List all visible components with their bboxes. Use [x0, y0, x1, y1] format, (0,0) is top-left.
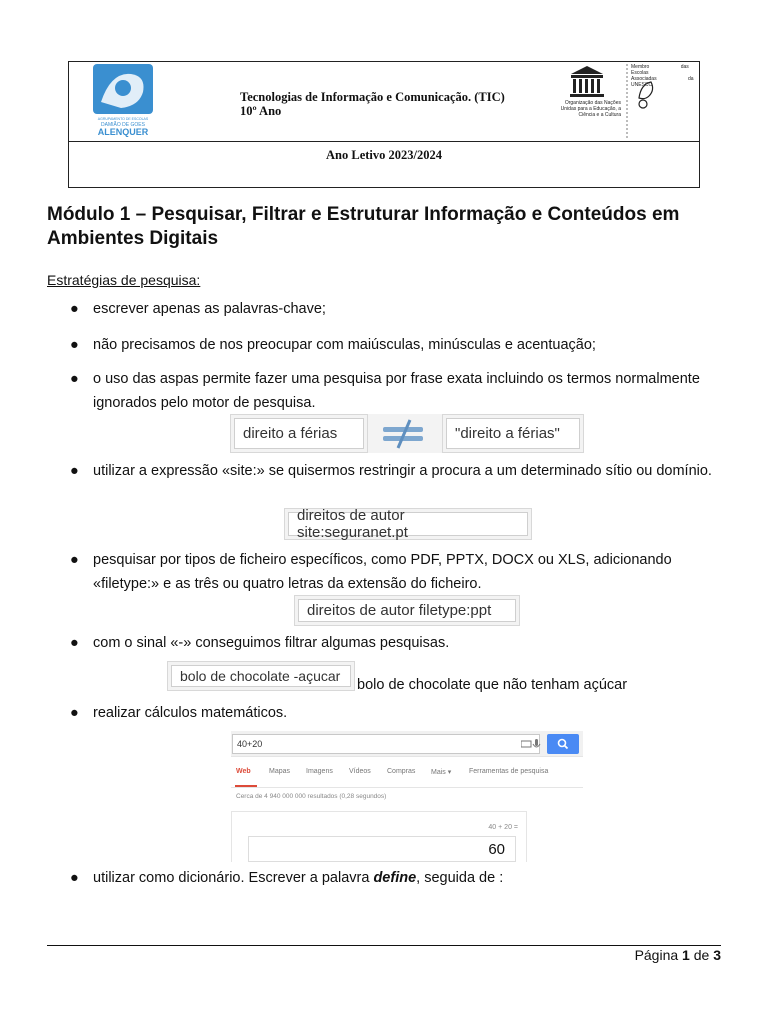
google-calculator-screenshot — [231, 729, 583, 862]
google-search-button — [547, 734, 579, 754]
example-search-box — [167, 661, 355, 691]
bullet-icon: ● — [70, 371, 79, 387]
calculator-expression: 40 + 20 = — [488, 824, 518, 831]
list-item-text: utilizar a expressão «site:» se quisermos restringir a procura a um determinado sítio ou domínio. — [93, 463, 712, 479]
course-line-2: 10º Ano — [240, 104, 282, 118]
list-item-text: não precisamos de nos preocupar com maiúsculas, minúsculas e acentuação; — [93, 337, 596, 353]
tab-search-tools: Ferramentas de pesquisa — [469, 768, 549, 775]
total-pages: 3 — [713, 947, 721, 963]
logo-line-1: AGRUPAMENTO DE ESCOLAS — [97, 117, 149, 121]
define-keyword: define — [373, 870, 417, 886]
bullet-icon: ● — [70, 337, 79, 353]
list-item-text-start: utilizar como dicionário. Escrever a palavra — [93, 870, 374, 886]
logo-line-3: ALENQUER — [97, 127, 149, 137]
course-line-1: Tecnologias de Informação e Comunicação. (TIC) — [240, 90, 505, 104]
bullet-icon: ● — [70, 705, 79, 721]
calculator-card — [231, 811, 527, 862]
keyboard-microphone-icon — [521, 739, 541, 751]
google-search-input: 40+20 — [232, 734, 540, 754]
unesco-logo — [557, 64, 697, 140]
search-icon — [547, 734, 579, 754]
example-query: bolo de chocolate -açucar — [171, 665, 351, 687]
page-title: Módulo 1 – Pesquisar, Filtrar e Estruturar Informação e Conteúdos em Ambientes Digitais — [47, 204, 680, 249]
page-number — [635, 947, 721, 963]
calculator-result: 60 — [248, 836, 516, 862]
list-item-text: pesquisar por tipos de ficheiro específicos, como PDF, PPTX, DOCX ou XLS, adicionando «filetype:» e as três ou quatro letras da extensão do ficheiro. — [93, 552, 672, 592]
school-logo — [91, 62, 155, 138]
tab-web: Web — [236, 768, 251, 775]
document-header — [68, 61, 700, 188]
example-query: direito a férias — [234, 418, 364, 449]
logo-line-2: DAMIÃO DE GOES — [101, 122, 145, 128]
page-middle: de — [689, 947, 714, 963]
bullet-icon: ● — [70, 463, 79, 479]
google-search-bar — [231, 731, 583, 757]
divider — [231, 787, 583, 788]
bullet-icon: ● — [70, 635, 79, 651]
example-search-box — [294, 595, 520, 626]
tab-shopping: Compras — [387, 768, 416, 775]
tab-images: Imagens — [306, 768, 333, 775]
list-item-text: com o sinal «-» conseguimos filtrar algumas pesquisas. — [93, 635, 450, 651]
bullet-icon: ● — [70, 552, 79, 568]
current-page: 1 — [682, 947, 690, 963]
bullet-icon: ● — [70, 870, 79, 886]
example-query: direitos de autor site:seguranet.pt — [288, 512, 528, 536]
list-item-text: escrever apenas as palavras-chave; — [93, 301, 326, 317]
example-search-box — [230, 414, 368, 453]
section-label: Estratégias de pesquisa: — [47, 272, 201, 288]
bullet-icon: ● — [70, 301, 79, 317]
unesco-caption: Organização das Nações Unidas para a Educação, a Ciência e a Cultura — [560, 100, 621, 118]
example-search-box — [442, 414, 584, 453]
footer-rule — [47, 945, 721, 946]
tab-videos: Vídeos — [349, 768, 371, 775]
unesco-member-caption: Membro das Escolas Associadas da UNESCO — [631, 64, 694, 88]
course-title — [240, 90, 505, 118]
school-year: Ano Letivo 2023/2024 — [326, 148, 442, 162]
tab-maps: Mapas — [269, 768, 291, 775]
header-top-row — [69, 62, 699, 142]
example-search-box — [284, 508, 532, 540]
tab-more: Mais ▾ — [431, 769, 452, 776]
not-equal-icon — [368, 414, 442, 453]
list-item-text: o uso das aspas permite fazer uma pesquisa por frase exata incluindo os termos normalmente ignorados pelo motor de pesquisa. — [93, 371, 700, 411]
list-item-text — [93, 866, 723, 890]
list-item-text-end: , seguida de : — [416, 870, 504, 886]
example-caption: bolo de chocolate que não tenham açúcar — [357, 677, 628, 693]
list-item-text: realizar cálculos matemáticos. — [93, 705, 288, 721]
example-query: "direito a férias" — [446, 418, 580, 449]
google-tabs — [231, 765, 583, 785]
results-count: Cerca de 4 940 000 000 resultados (0,28 segundos) — [236, 793, 387, 800]
example-query: direitos de autor filetype:ppt — [298, 599, 516, 622]
page-prefix: Página — [634, 947, 683, 963]
